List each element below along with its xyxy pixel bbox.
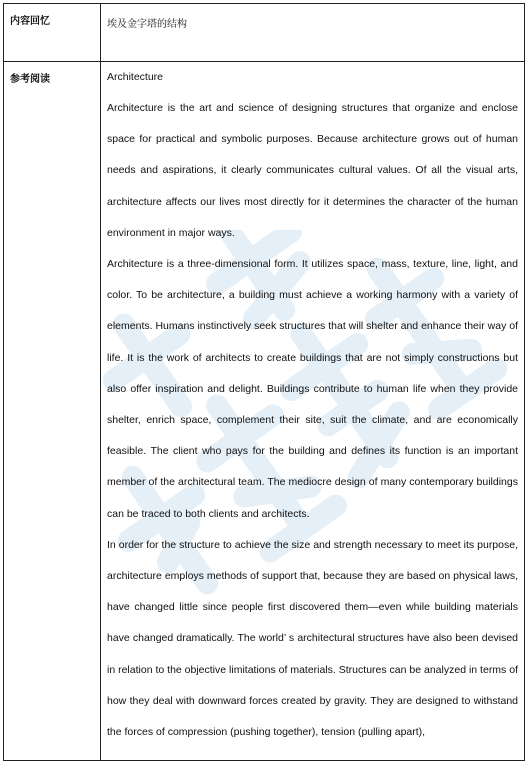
topic-value: 埃及金字塔的结构: [107, 19, 187, 30]
document-table: [3, 3, 525, 761]
topic-cell: [101, 4, 525, 62]
reading-label: 参考阅读: [4, 62, 101, 761]
topic-row: [4, 4, 525, 62]
reading-paragraph-3: In order for the structure to achieve the size and strength necessary to meet its purpose, architecture employs methods of support that, because they are based on physical laws, have changed little since people first discovered them—even while building materials have changed dramatically. The world’ s architectural structures have also been devised in relation to the objective limitations of materials. Structures can be analyzed in terms of how they deal with downward forces created by gravity. They are designed to withstand the forces of compression (pushing together), tension (pulling apart),: [107, 538, 518, 739]
reading-title: Architecture: [107, 71, 164, 83]
reading-paragraph-1: Architecture is the art and science of designing structures that organize and enclose space for practical and symbolic purposes. Because architecture grows out of human needs and aspirations, it clearly communicates cultural values. Of all the visual arts, architecture affects our lives most directly for it determines the character of the human environment in major ways.: [107, 102, 518, 239]
reading-paragraph-2: Architecture is a three-dimensional form. It utilizes space, mass, texture, line, light, and color. To be architecture, a building must achieve a working harmony with a variety of elements. Humans instinctively seek structures that will shelter and enhance their way of life. It is the work of architects to create buildings that are not simply constructions but also offer inspiration and delight. Buildings contribute to human life when they provide shelter, enrich space, complement their site, suit the climate, and are economically feasible. The client who pays for the building and defines its function is an important member of the architectural team. The mediocre design of many contemporary buildings can be traced to both clients and architects.: [107, 258, 518, 520]
reading-row: [4, 62, 525, 761]
topic-label: 内容回忆: [4, 4, 101, 62]
reading-cell: [101, 62, 525, 761]
